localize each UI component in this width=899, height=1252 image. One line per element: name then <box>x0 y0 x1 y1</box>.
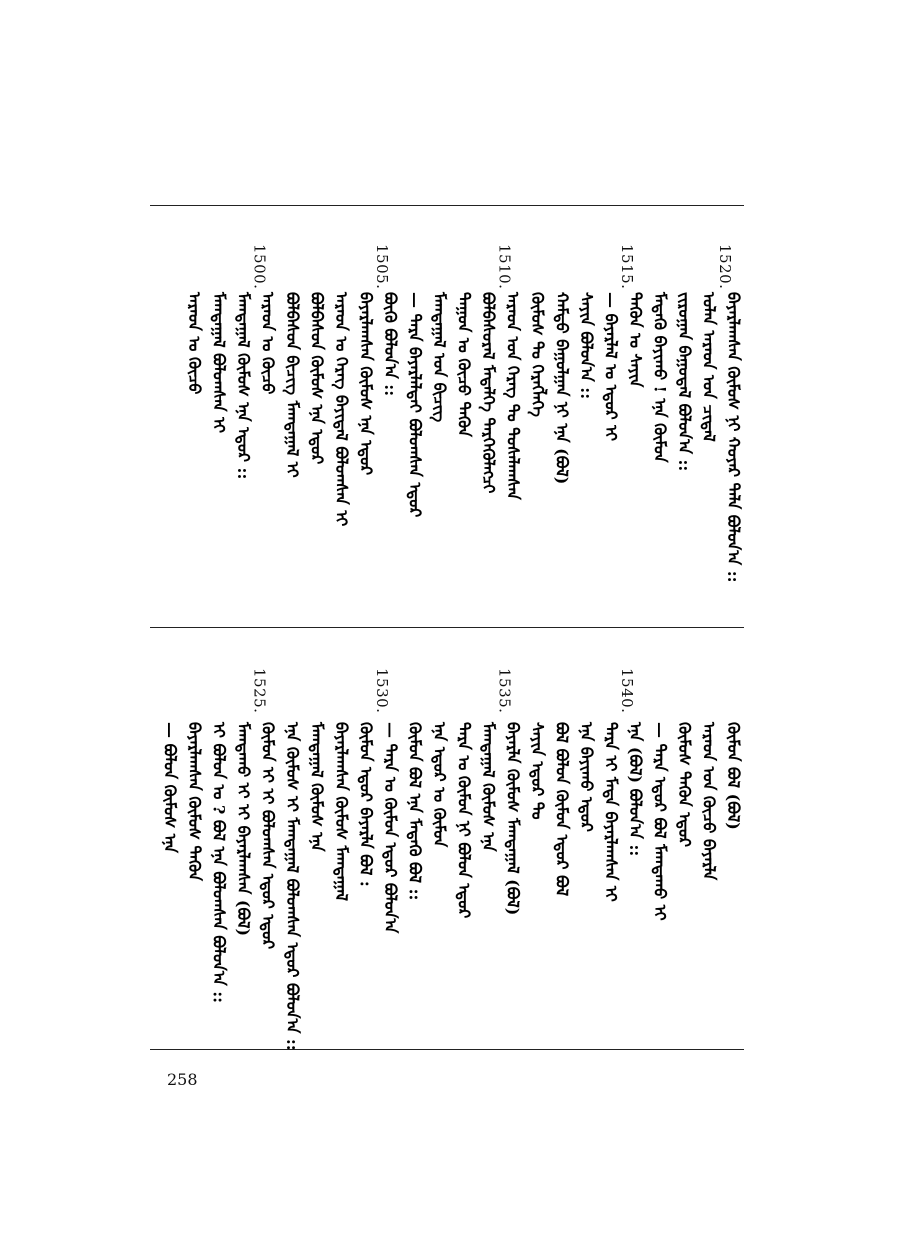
verse-line: ᠰᠠᠶᠢᠨ ᠪᠣᠯᠤᠨ᠎ᠠ :: <box>577 292 596 400</box>
verse-line: ᠬᠦᠮᠦᠰ ᠲᠤ ᠬᠡᠷᠡᠭᠯᠡᠭᠡ <box>528 292 547 417</box>
verse-line: ᠵᠢᠷᠤᠭᠠᠨ ᠪᠠᠭᠤᠳᠠᠯ ᠪᠣᠯᠤᠨ᠎ᠠ :: <box>675 292 694 472</box>
verse-line: ᠪᠠᠶᠠᠷᠯᠠᠭᠰᠠᠨ ᠬᠦᠮᠦᠰ ᠮᠠᠭᠲᠠᠭᠠᠯ <box>332 722 351 902</box>
verse-line: ᠰᠠᠶᠢᠨ ᠡᠳᠦᠷ ᠲᠤ <box>528 722 547 820</box>
bottom-text-panel <box>150 628 744 1051</box>
line-number: 1535. <box>495 668 514 714</box>
verse-line: ᠬᠦᠮᠦᠰ ᠲᠡᠭᠦᠨ ᠡᠳᠦᠷ <box>675 722 694 848</box>
verse-line: ᠮᠠᠭᠲᠠᠭᠠᠯ ᠬᠦᠮᠦᠰ ᠡᠨᠡ <box>307 722 327 852</box>
verse-line: — ᠲᠡᠷᠡ ᠪᠠᠶᠠᠷᠯᠠᠯᠲᠠᠢ ᠪᠣᠯᠤᠭᠰᠠᠨ ᠡᠳᠦᠷ <box>405 292 425 518</box>
verse-line: ᠪᠦᠬᠦ ᠪᠣᠯᠤᠨ᠎ᠠ :: <box>381 292 400 397</box>
verse-line: ᠪᠣᠯᠪᠠᠰᠤᠷᠠᠯ ᠮᠡᠳᠡᠯᠭᠡ ᠲᠡᠷᠭᠡᠭᠦᠯᠡᠭᠴᠢ <box>479 292 498 494</box>
verse-line: ᠲᠡᠭᠦᠨ ᠤ ᠰᠠᠶᠢᠨ <box>626 292 645 388</box>
verse-line: ᠪᠠᠶᠠᠷᠯᠠᠭᠰᠠᠨ ᠬᠦᠮᠦᠰ ᠲᠡᠭᠦᠨ <box>185 722 204 881</box>
verse-line: ᠮᠡᠳᠡᠬᠦ ᠪᠠᠶᠢᠬᠤ ! ᠡᠨᠡ ᠬᠦᠮᠦᠨ <box>650 292 670 463</box>
verse-line: ᠮᠠᠭᠲᠠᠭᠠᠯ ᠤᠨ ᠪᠢᠴᠢᠭ <box>430 292 449 423</box>
verse-line: ᠬᠦᠮᠦᠨ ᠡᠳᠦᠷ ᠪᠠᠶᠠᠷᠯᠠ ᠪᠣᠯ : <box>356 722 376 887</box>
line-number: 1500. <box>250 244 269 290</box>
bottom-rule <box>150 1049 744 1050</box>
line-number: 1530. <box>373 668 391 714</box>
verse-line: ᠬᠦᠮᠦᠨ ᠪᠣᠯ ᠡᠨᠡ ᠮᠡᠳᠡᠬᠦ ᠪᠣᠯ :: <box>405 722 425 901</box>
verse-line: ᠮᠠᠭᠲᠠᠬᠤ ᠢ ᠢ ᠪᠠᠶᠠᠷᠯᠠᠭᠰᠠᠨ (ᠪᠣᠯ) <box>234 722 253 937</box>
verse-line: ᠡᠨᠡ ᠬᠦᠮᠦᠰ ᠢ ᠮᠠᠭᠲᠠᠭᠠᠯ ᠪᠣᠯᠤᠭᠰᠠᠨ ᠡᠳᠦᠷ ᠪᠣᠯᠤᠨ᠎ᠠ :: <box>283 722 302 1051</box>
verse-line: ᠪᠣᠯᠪᠠᠰᠤᠨ ᠪᠢᠴᠢᠭ ᠮᠠᠭᠲᠠᠭᠠᠯ ᠢ <box>283 292 302 478</box>
verse-line: ᠬᠠᠮᠲᠤ ᠪᠠᠭᠤᠯᠭᠠᠨ ᠨᠢ ᠡᠨᠡ (ᠪᠣᠯ) <box>552 292 572 485</box>
line-number: 1525. <box>250 668 269 714</box>
line-number: 1505. <box>373 244 391 290</box>
verse-line: ᠡᠨᠡ ᠪᠠᠶᠢᠬᠤ ᠡᠳᠦᠷ <box>577 722 596 832</box>
verse-line: ᠲᠡᠷᠡ ᠢ ᠮᠡᠳᠡ ᠪᠠᠶᠠᠷᠯᠠᠭᠰᠠᠨ ᠢ <box>601 722 621 902</box>
verse-line: ᠪᠠᠶᠠᠷᠯᠠᠭᠰᠠᠨ ᠬᠦᠮᠦᠰ ᠨᠢ ᠬᠣᠶᠠᠷ ᠲᠠᠯᠠ ᠪᠣᠯᠤᠨ᠎ᠠ :: <box>724 292 743 583</box>
verse-line: ᠪᠣᠯ ᠪᠣᠯᠤᠨ ᠬᠦᠮᠦᠨ ᠡᠳᠦᠷ ᠪᠣᠯ <box>552 722 572 897</box>
verse-line: ᠪᠣᠯᠪᠠᠰᠤᠨ ᠬᠦᠮᠦᠰ ᠡᠨᠡ ᠡᠳᠦᠷ <box>307 292 327 465</box>
verse-line: ᠲᠡᠷᠡ ᠤ ᠬᠦᠮᠦᠨ ᠨᠢ ᠪᠣᠯᠤᠨ ᠡᠳᠦᠷ <box>454 722 474 919</box>
verse-line: ᠪᠠᠶᠠᠷᠯᠠᠭᠰᠠᠨ ᠬᠦᠮᠦᠰ ᠡᠨᠡ ᠡᠳᠦᠷ <box>356 292 376 476</box>
top-text-panel <box>150 206 744 626</box>
verse-line: — ᠲᠡᠷᠡ ᠡᠳᠦᠷ ᠪᠣᠯ ᠮᠠᠭᠲᠠᠬᠤ ᠢ <box>650 722 670 921</box>
verse-line: — ᠲᠡᠷᠡ ᠤ ᠬᠦᠮᠦᠨ ᠡᠳᠦᠷ ᠪᠣᠯᠤᠨ᠎ᠠ <box>381 722 400 934</box>
verse-line: ᠠᠷᠠᠳ ᠤᠨ ᠬᠡᠷᠡᠭ ᠲᠤ ᠲᠤᠰᠠᠯᠠᠭᠰᠠᠨ <box>503 292 523 500</box>
line-number: 1520. <box>716 244 734 290</box>
verse-line: ᠡᠨᠡ ᠡᠳᠦᠷ ᠤ ᠬᠦᠮᠦᠨ <box>430 722 449 848</box>
verse-line: ᠠᠷᠠᠳ ᠤ ᠬᠦᠴᠦ <box>185 292 204 395</box>
verse-line: ᠢ ᠪᠣᠯᠤᠨ ᠤ ? ᠪᠣᠯ ᠡᠨᠡ ᠪᠣᠯᠤᠭᠰᠠᠨ ᠪᠣᠯᠤᠨ᠎ᠠ :: <box>209 722 229 1004</box>
verse-line: ᠠᠷᠠᠳ ᠤᠨ ᠬᠦᠴᠦ ᠪᠠᠶᠠᠷᠯᠠ <box>699 722 719 881</box>
verse-line: ᠮᠠᠭᠲᠠᠭᠠᠯ ᠬᠦᠮᠦᠰ ᠡᠨᠡ <box>479 722 498 852</box>
verse-line: ᠡᠨᠡ (ᠪᠣᠯ) ᠪᠣᠯᠤᠨ᠎ᠠ :: <box>626 722 645 857</box>
verse-line: ᠬᠦᠮᠦᠨ ᠢ ᠢ ᠪᠣᠯᠤᠭᠰᠠᠨ ᠡᠳᠦᠷ ᠡᠳᠦᠷ <box>258 722 278 950</box>
text-column <box>174 206 204 626</box>
verse-line: — ᠪᠠᠶᠠᠷᠯᠠᠯ ᠤ ᠡᠳᠦᠷ ᠢ <box>601 292 621 442</box>
line-number: 1510. <box>495 244 514 290</box>
verse-line: ᠠᠷᠠᠳ ᠤ ᠬᠡᠷᠡᠭ ᠪᠠᠶᠢᠳᠠᠯ ᠪᠣᠯᠤᠭᠰᠠᠨ ᠢ <box>332 292 351 527</box>
verse-line: ᠣᠯᠠᠨ ᠠᠷᠠᠳ ᠤᠨ ᠴᠢᠳᠠᠯ <box>699 292 719 442</box>
verse-line: ᠠᠷᠠᠳ ᠤ ᠬᠦᠴᠦ <box>258 292 278 395</box>
verse-line: ᠮᠠᠭᠲᠠᠭᠠᠯ ᠬᠦᠮᠦᠰ ᠡᠨᠡ ᠡᠳᠦᠷ :: <box>234 292 253 480</box>
line-number: 1515. <box>618 244 636 290</box>
verse-line: ᠮᠠᠭᠲᠠᠭᠠᠯ ᠪᠣᠯᠤᠭᠰᠠᠨ ᠢ <box>209 292 229 434</box>
text-column <box>150 628 180 1048</box>
page-number: 258 <box>167 1070 198 1089</box>
verse-line: ᠪᠠᠶᠠᠷᠯᠠ ᠬᠦᠮᠦᠰ ᠮᠠᠭᠲᠠᠭᠠᠯ (ᠪᠣᠯ) <box>503 722 523 916</box>
line-number: 1540. <box>618 668 636 714</box>
verse-line: ᠬᠦᠮᠦᠨ ᠪᠣᠯ (ᠪᠣᠯ) <box>724 722 743 830</box>
verse-line: ᠳᠠᠭᠤᠨ ᠤ ᠬᠦᠴᠦ ᠲᠡᠭᠦᠨ <box>454 292 474 437</box>
verse-line: — ᠪᠣᠯᠤᠨ ᠬᠦᠮᠦᠰ ᠡᠨᠡ <box>160 722 180 853</box>
